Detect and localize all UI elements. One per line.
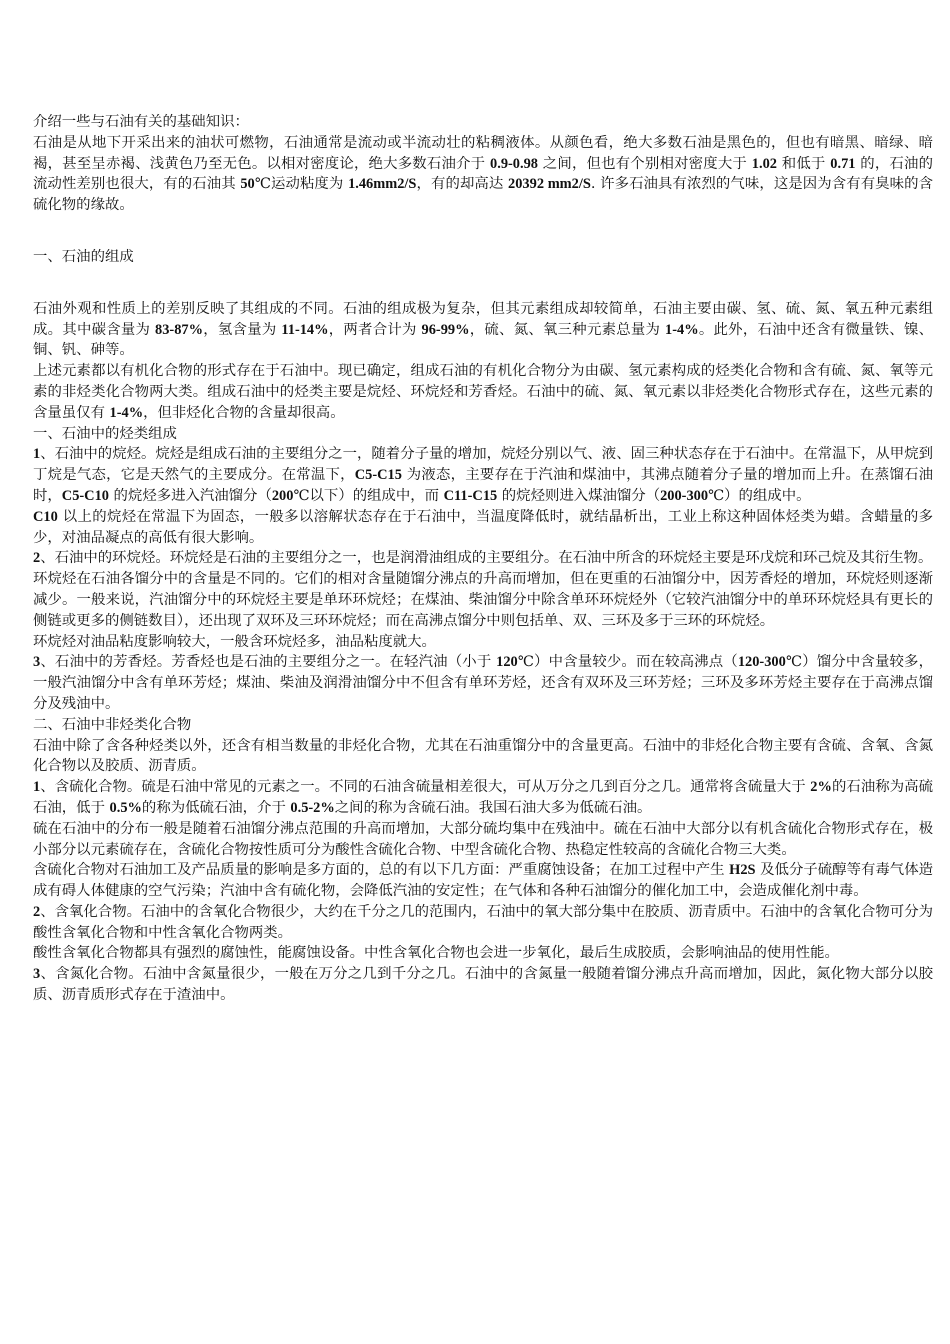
text-run: 之间的称为含硫石油。我国石油大多为低硫石油。 bbox=[334, 799, 652, 816]
text-run: 环烷烃对油品粘度影响较大，一般含环烷烃多，油品粘度就大。 bbox=[33, 633, 436, 650]
bold-value: 50 bbox=[240, 176, 255, 193]
paragraph-p4 bbox=[33, 299, 933, 361]
paragraph-p11 bbox=[33, 632, 933, 653]
paragraph-p18 bbox=[33, 902, 933, 944]
text-run: 环烷烃在石油各馏分中的含量是不同的。它们的相对含量随馏分沸点的升高而增加，但在更重的石油馏分中，因芳香烃的增加，环烷烃则逐渐减少。一般来说，汽油馏分中的环烷烃主要是单环环烷烃；在煤油、柴油馏分中除含单环环烷烃外（它较汽油馏分中的单环环烷烃具有更长的侧链或更多的侧链数目），还出现了双环及三环环烷烃；而在高沸点馏分中则包括单、双、三环及多于三环的环烷烃。 bbox=[33, 571, 933, 629]
paragraph-p13 bbox=[33, 715, 933, 736]
bold-value: 0.71 bbox=[830, 155, 856, 172]
paragraph-p7 bbox=[33, 444, 933, 506]
bold-value: 1 bbox=[33, 779, 41, 796]
bold-value: 200-300 bbox=[660, 487, 709, 504]
text-run: 二、石油中非烃类化合物 bbox=[33, 716, 192, 733]
text-run: 、石油中的环烷烃。环烷烃是石油的主要组分之一，也是润滑油组成的主要组分。在石油中所含的环烷烃主要是环戊烷和环己烷及其衍生物。 bbox=[40, 550, 933, 567]
paragraph-p17 bbox=[33, 860, 933, 902]
text-run: 石油中除了含各种烃类以外，还含有相当数量的非烃化合物，尤其在石油重馏分中的含量更高。石油中的非烃化合物主要有含硫、含氧、含氮化合物以及胶质、沥青质。 bbox=[33, 737, 933, 775]
text-run: ，氢含量为 bbox=[203, 321, 282, 338]
paragraph-p1 bbox=[33, 112, 933, 133]
text-run: 以上的烷烃在常温下为固态，一般多以溶解状态存在于石油中，当温度降低时，就结晶析出，工业上称这种固体烃类为蜡。含蜡量的多少，对油品凝点的高低有很大影响。 bbox=[33, 508, 933, 546]
text-run: ℃）的组成中。 bbox=[708, 487, 811, 504]
text-run: ，两者合计为 bbox=[328, 321, 422, 338]
text-run: ℃）馏分中含量较多，一般汽油馏分中含有单环芳烃；煤油、柴油及润滑油馏分中不但含有单环芳烃，还含有双环及三环芳烃；三环及多环芳烃主要存在于高沸点馏分及残油中。 bbox=[33, 654, 933, 712]
text-run: 一、石油的组成 bbox=[33, 248, 134, 265]
paragraph-p8 bbox=[33, 507, 933, 549]
bold-value: 2 bbox=[33, 550, 41, 567]
bold-value: C5-C15 bbox=[354, 467, 402, 484]
paragraph-p12 bbox=[33, 652, 933, 714]
text-run: 含硫化合物对石油加工及产品质量的影响是多方面的，总的有以下几方面：严重腐蚀设备；在加工过程中产生 bbox=[33, 862, 730, 879]
text-run: 为液态，主要存在于汽油和煤油中，其沸点随着分子量的增加而上升。在蒸馏石油时， bbox=[33, 467, 933, 504]
text-run: 、含硫化合物。硫是石油中常见的元素之一。不同的石油含硫量相差很大，可从万分之几到百分之几。通常将含硫量大于 bbox=[40, 779, 811, 796]
bold-value: 0.9-0.98 bbox=[490, 155, 538, 172]
text-run: 酸性含氧化合物都具有强烈的腐蚀性，能腐蚀设备。中性含氧化合物也会进一步氧化，最后生成胶质，会影响油品的使用性能。 bbox=[33, 945, 839, 962]
text-run: 上述元素都以有机化合物的形式存在于石油中。现已确定，组成石油的有机化合物分为由碳、氢元素构成的烃类化合物和含有硫、氮、氧等元素的非烃类化合物两大类。组成石油中的烃类主要是烷烃、环烷烃和芳香烃。石油中的硫、氮、氧元素以非烃类化合物形式存在，这些元素的含量虽仅有 bbox=[33, 363, 933, 421]
text-run: 、石油中的芳香烃。芳香烃也是石油的主要组分之一。在轻汽油（小于 bbox=[40, 654, 497, 671]
text-run: 的烷烃多进入汽油馏分（ bbox=[108, 487, 272, 504]
bold-value: C5-C10 bbox=[61, 487, 109, 504]
text-run: ℃运动粘度为 bbox=[254, 176, 349, 193]
bold-value: 11-14% bbox=[281, 321, 329, 338]
text-run: 。此外，石油中还含有微量铁、镍、铜、钒、砷等。 bbox=[33, 321, 934, 359]
text-run: 之间，但也有个别相对密度大于 bbox=[538, 155, 752, 172]
bold-value: 1.46mm2/S bbox=[348, 176, 417, 193]
text-run: . 许多石油具有浓烈的气味，这是因为含有有臭味的含硫化物的缘故。 bbox=[33, 176, 933, 214]
bold-value: C10 bbox=[33, 508, 58, 525]
bold-value: H2S bbox=[729, 862, 756, 879]
paragraph-p2 bbox=[33, 133, 933, 216]
bold-value: 120 bbox=[496, 654, 518, 671]
bold-value: 2 bbox=[33, 903, 41, 920]
bold-value: 200 bbox=[271, 487, 294, 504]
text-run: ℃以下）的组成中，而 bbox=[293, 487, 444, 504]
text-run: ，有的却高达 bbox=[416, 176, 509, 193]
paragraph-p20 bbox=[33, 964, 933, 1006]
paragraph-p3 bbox=[33, 247, 933, 268]
bold-value: 0.5% bbox=[109, 799, 142, 816]
paragraph-p19 bbox=[33, 943, 933, 964]
bold-value: 0.5-2% bbox=[290, 799, 335, 816]
text-run: ，硫、氮、氧三种元素总量为 bbox=[469, 321, 666, 338]
text-run: 、石油中的烷烃。烷烃是组成石油的主要组分之一，随着分子量的增加，烷烃分别以气、液、固三种状态存在于石油中。在常温下，从甲烷到丁烷是气态，它是天然气的主要成分。在常温下， bbox=[33, 446, 933, 484]
text-run: 的称为低硫石油，介于 bbox=[141, 799, 291, 816]
bold-value: 120-300 bbox=[737, 654, 786, 671]
text-run: 的，石油的流动性差别也很大，有的石油其 bbox=[33, 155, 934, 193]
bold-value: 83-87% bbox=[155, 321, 203, 338]
text-run: 及低分子硫醇等有毒气体造成有碍人体健康的空气污染；汽油中含有硫化物，会降低汽油的安定性；在气体和各种石油馏分的催化加工中，会造成催化剂中毒。 bbox=[33, 862, 934, 900]
bold-value: 20392 mm2/S bbox=[508, 176, 591, 193]
paragraph-p15 bbox=[33, 777, 933, 819]
paragraph-p9 bbox=[33, 548, 933, 569]
text-run: ，但非烃化合物的含量却很高。 bbox=[143, 404, 345, 421]
bold-value: 3 bbox=[33, 966, 41, 983]
text-run: 和低于 bbox=[776, 155, 831, 172]
text-run: 硫在石油中的分布一般是随着石油馏分沸点范围的升高而增加，大部分硫均集中在残油中。硫在石油中大部分以有机含硫化合物形式存在，极小部分以元素硫存在，含硫化合物按性质可分为酸性含硫化合物、中型含硫化合物、热稳定性较高的含硫化合物三大类。 bbox=[33, 820, 933, 858]
text-run: 的石油称为高硫石油，低于 bbox=[33, 779, 933, 816]
paragraph-p16 bbox=[33, 819, 933, 861]
paragraph-p5 bbox=[33, 361, 933, 423]
bold-value: 1-4% bbox=[665, 321, 699, 338]
text-run: 的烷烃则进入煤油馏分（ bbox=[497, 487, 661, 504]
bold-value: 3 bbox=[33, 654, 41, 671]
bold-value: 1 bbox=[33, 446, 41, 463]
bold-value: C11-C15 bbox=[443, 487, 498, 504]
bold-value: 1-4% bbox=[109, 404, 144, 421]
text-run: 、含氮化合物。石油中含氮量很少，一般在万分之几到千分之几。石油中的含氮量一般随着馏分沸点升高而增加，因此，氮化物大部分以胶质、沥青质形式存在于渣油中。 bbox=[33, 966, 933, 1004]
document-body bbox=[33, 112, 933, 1006]
paragraph-p10 bbox=[33, 569, 933, 631]
text-run: 石油外观和性质上的差别反映了其组成的不同。石油的组成极为复杂，但其元素组成却较简单，石油主要由碳、氢、硫、氮、氧五种元素组成。其中碳含量为 bbox=[33, 300, 933, 338]
bold-value: 96-99% bbox=[421, 321, 470, 338]
text-run: 介绍一些与石油有关的基础知识： bbox=[33, 114, 249, 130]
text-run: 、含氧化合物。石油中的含氧化合物很少，大约在千分之几的范围内，石油中的氧大部分集中在胶质、沥青质中。石油中的含氧化合物可分为酸性含氧化合物和中性含氧化合物两类。 bbox=[33, 903, 933, 941]
paragraph-p6 bbox=[33, 424, 933, 445]
text-run: 石油是从地下开采出来的油状可燃物，石油通常是流动或半流动壮的粘稠液体。从颜色看，绝大多数石油是黑色的，但也有暗黑、暗绿、暗褐，甚至呈赤褐、浅黄色乃至无色。以相对密度论，绝大多数石油介于 bbox=[33, 134, 933, 172]
paragraph-p14 bbox=[33, 736, 933, 778]
bold-value: 2% bbox=[810, 779, 832, 796]
text-run: 一、石油中的烃类组成 bbox=[33, 425, 177, 442]
bold-value: 1.02 bbox=[751, 155, 777, 172]
text-run: ℃）中含量较少。而在较高沸点（ bbox=[517, 654, 738, 671]
